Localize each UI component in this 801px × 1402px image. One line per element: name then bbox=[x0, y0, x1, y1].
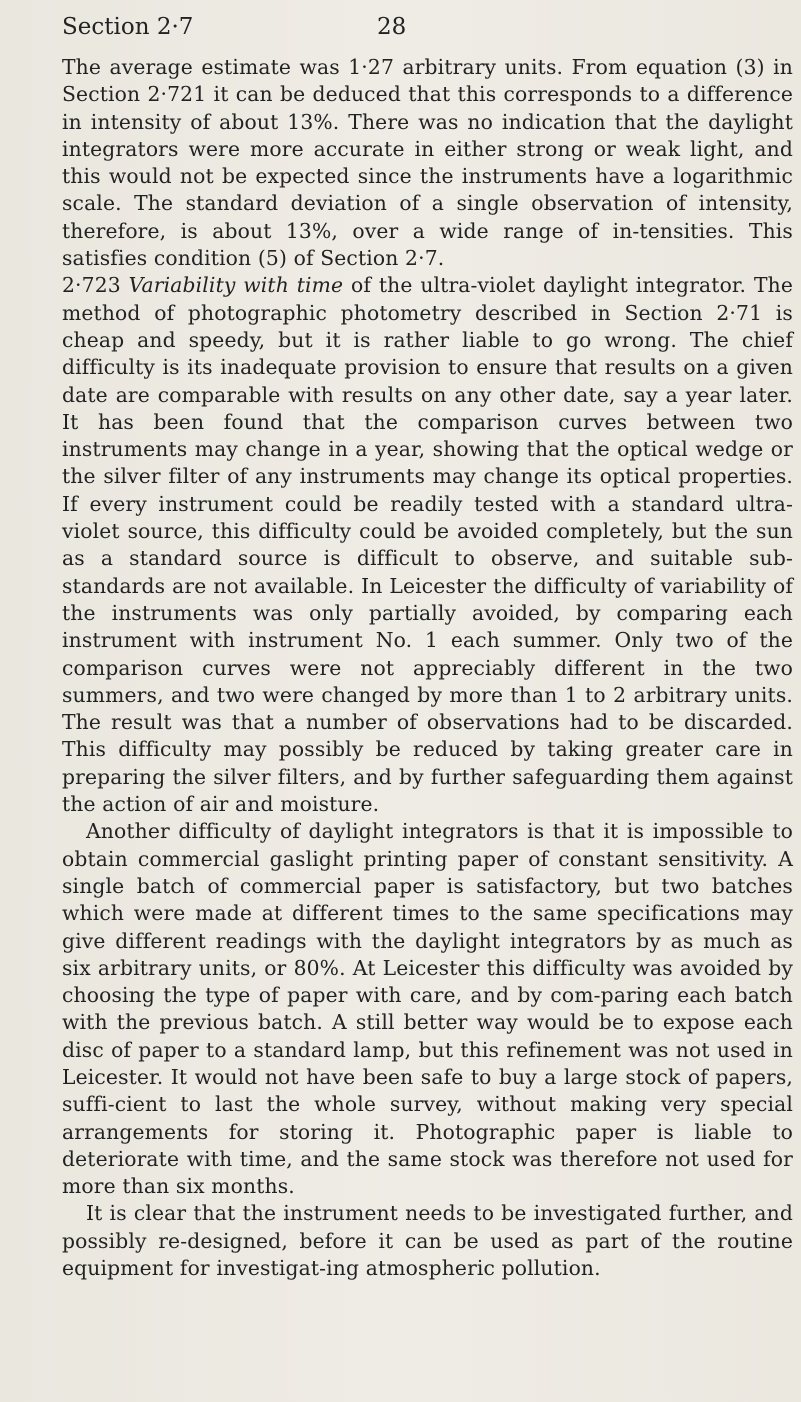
paragraph-conclusion: It is clear that the instrument needs to be investigated further, and possibly re-designed, before it can be used as part of the routine equipment for investigat-ing atmospheric pollution. bbox=[62, 1201, 793, 1281]
paragraph-variability bbox=[62, 272, 793, 818]
subsection-number: 2·723 bbox=[62, 273, 121, 298]
page-number: 28 bbox=[377, 14, 407, 40]
section-label: Section 2·7 bbox=[62, 14, 194, 40]
paragraph-averages: The average estimate was 1·27 arbitrary units. From equation (3) in Section 2·721 it can be deduced that this corresponds to a difference in intensity of about 13%. There was no indication that the daylight integrators were more accurate in either strong or weak light, and this would not be expected since the instruments have a logarithmic scale. The standard deviation of a single observation of intensity, therefore, is about 13%, over a wide range of in-tensities. This satisfies condition (5) of Section 2·7. bbox=[62, 55, 793, 271]
paragraph-paper-sensitivity: Another difficulty of daylight integrators is that it is impossible to obtain commercial gaslight printing paper of constant sensitivity. A single batch of commercial paper is satisfactory, but two batches which were made at different times to the same specifications may give different readings with the daylight integrators by as much as six arbitrary units, or 80%. At Leicester this difficulty was avoided by choosing the type of paper with care, and by com-paring each batch with the previous batch. A still better way would be to expose each disc of paper to a standard lamp, but this refinement was not used in Leicester. It would not have been safe to buy a large stock of papers, suffi-cient to last the whole survey, without making very special arrangements for storing it. Photographic paper is liable to deteriorate with time, and the same stock was therefore not used for more than six months. bbox=[62, 819, 793, 1199]
page-header bbox=[62, 12, 762, 46]
paragraph-variability-text: of the ultra-violet daylight integrator. The method of photographic photometry described in Section 2·71 is cheap and speedy, but it is rather liable to go wrong. The chief difficulty is its inadequate provision to ensure that results on a given date are comparable with results on any other date, say a year later. It has been found that the comparison curves between two instruments may change in a year, showing that the optical wedge or the silver filter of any instruments may change its optical properties. If every instrument could be readily tested with a standard ultra-violet source, this difficulty could be avoided completely, but the sun as a standard source is difficult to observe, and suitable sub-standards are not available. In Leicester the difficulty of variability of the instruments was only partially avoided, by comparing each instrument with instrument No. 1 each summer. Only two of the comparison curves were not appreciably different in the two summers, and two were changed by more than 1 to 2 arbitrary units. The result was that a number of observations had to be discarded. This difficulty may possibly be reduced by taking greater care in preparing the silver filters, and by further safeguarding them against the action of air and moisture. bbox=[62, 273, 793, 817]
body-text bbox=[62, 54, 793, 1282]
subsection-title: Variability with time bbox=[128, 273, 344, 298]
